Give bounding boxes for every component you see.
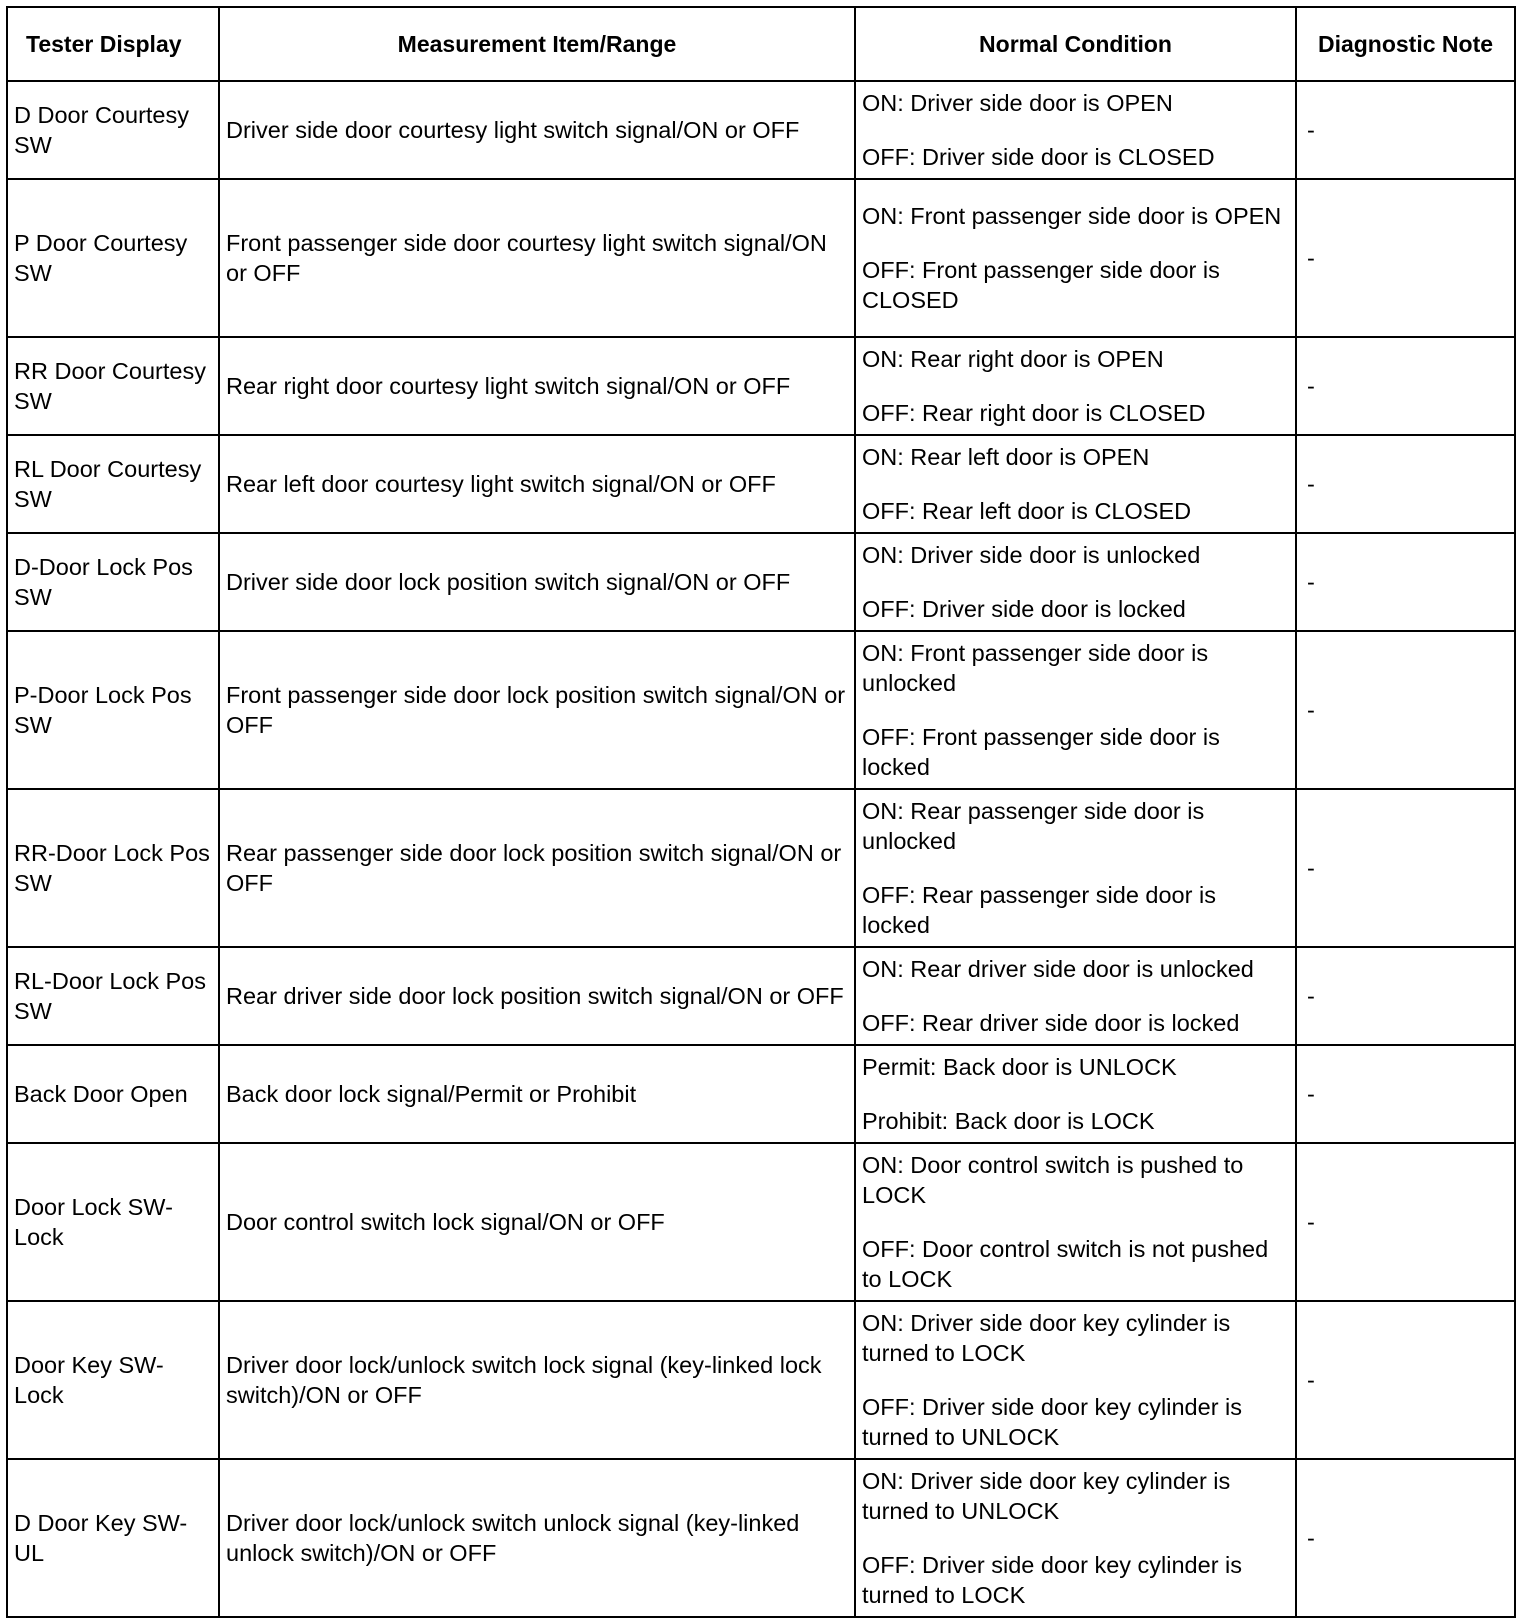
condition-on: ON: Rear left door is OPEN <box>862 444 1150 470</box>
cell-diagnostic-note: - <box>1296 1459 1515 1617</box>
cell-measurement: Door control switch lock signal/ON or OFF <box>219 1143 855 1301</box>
cell-normal-condition <box>855 631 1296 789</box>
cell-diagnostic-note: - <box>1296 1301 1515 1459</box>
cell-diagnostic-note: - <box>1296 1143 1515 1301</box>
condition-on: ON: Driver side door is OPEN <box>862 90 1173 116</box>
cell-tester-display: D-Door Lock Pos SW <box>7 533 219 631</box>
cell-measurement: Rear driver side door lock position switch signal/ON or OFF <box>219 947 855 1045</box>
cell-normal-condition <box>855 435 1296 533</box>
cell-normal-condition <box>855 1459 1296 1617</box>
condition-off: OFF: Driver side door is locked <box>862 596 1186 622</box>
cell-measurement: Rear right door courtesy light switch signal/ON or OFF <box>219 337 855 435</box>
table-row <box>7 947 1515 1045</box>
cell-normal-condition <box>855 1045 1296 1143</box>
cell-normal-condition <box>855 179 1296 337</box>
table-body <box>7 81 1515 1617</box>
condition-on: ON: Door control switch is pushed to LOCK <box>862 1152 1244 1208</box>
cell-tester-display: D Door Courtesy SW <box>7 81 219 179</box>
cell-normal-condition <box>855 337 1296 435</box>
table-row <box>7 337 1515 435</box>
cell-measurement: Front passenger side door courtesy light switch signal/ON or OFF <box>219 179 855 337</box>
table-row <box>7 1045 1515 1143</box>
cell-diagnostic-note: - <box>1296 789 1515 947</box>
cell-tester-display: RR Door Courtesy SW <box>7 337 219 435</box>
header-normal-condition: Normal Condition <box>855 7 1296 81</box>
cell-normal-condition <box>855 81 1296 179</box>
cell-normal-condition <box>855 789 1296 947</box>
cell-tester-display: RL-Door Lock Pos SW <box>7 947 219 1045</box>
cell-measurement: Driver side door courtesy light switch signal/ON or OFF <box>219 81 855 179</box>
condition-off: OFF: Rear passenger side door is locked <box>862 882 1216 938</box>
condition-on: ON: Driver side door key cylinder is turned to UNLOCK <box>862 1468 1231 1524</box>
condition-off: OFF: Rear right door is CLOSED <box>862 400 1206 426</box>
condition-off: OFF: Front passenger side door is CLOSED <box>862 257 1220 313</box>
cell-diagnostic-note: - <box>1296 1045 1515 1143</box>
condition-off: OFF: Front passenger side door is locked <box>862 724 1220 780</box>
condition-on: Permit: Back door is UNLOCK <box>862 1054 1177 1080</box>
condition-off: OFF: Rear left door is CLOSED <box>862 498 1192 524</box>
condition-on: ON: Front passenger side door is OPEN <box>862 203 1282 229</box>
cell-diagnostic-note: - <box>1296 81 1515 179</box>
cell-measurement: Driver door lock/unlock switch unlock signal (key-linked unlock switch)/ON or OFF <box>219 1459 855 1617</box>
condition-on: ON: Driver side door is unlocked <box>862 542 1201 568</box>
cell-measurement: Back door lock signal/Permit or Prohibit <box>219 1045 855 1143</box>
cell-diagnostic-note: - <box>1296 947 1515 1045</box>
condition-off: OFF: Driver side door key cylinder is turned to LOCK <box>862 1552 1243 1608</box>
table-row <box>7 631 1515 789</box>
cell-tester-display: Door Lock SW-Lock <box>7 1143 219 1301</box>
cell-measurement: Front passenger side door lock position switch signal/ON or OFF <box>219 631 855 789</box>
cell-normal-condition <box>855 1143 1296 1301</box>
table-row <box>7 1143 1515 1301</box>
cell-tester-display: Back Door Open <box>7 1045 219 1143</box>
condition-off: Prohibit: Back door is LOCK <box>862 1108 1155 1134</box>
table-row <box>7 179 1515 337</box>
data-list-table <box>6 6 1516 1618</box>
table-row <box>7 81 1515 179</box>
table-header-row <box>7 7 1515 81</box>
table-row <box>7 533 1515 631</box>
condition-off: OFF: Rear driver side door is locked <box>862 1010 1240 1036</box>
cell-measurement: Driver door lock/unlock switch lock signal (key-linked lock switch)/ON or OFF <box>219 1301 855 1459</box>
condition-on: ON: Rear driver side door is unlocked <box>862 956 1254 982</box>
condition-off: OFF: Driver side door key cylinder is turned to UNLOCK <box>862 1394 1243 1450</box>
condition-on: ON: Rear right door is OPEN <box>862 346 1164 372</box>
condition-on: ON: Driver side door key cylinder is turned to LOCK <box>862 1310 1231 1366</box>
table-row <box>7 1301 1515 1459</box>
cell-normal-condition <box>855 947 1296 1045</box>
cell-measurement: Rear left door courtesy light switch signal/ON or OFF <box>219 435 855 533</box>
cell-diagnostic-note: - <box>1296 631 1515 789</box>
cell-tester-display: RR-Door Lock Pos SW <box>7 789 219 947</box>
header-measurement: Measurement Item/Range <box>219 7 855 81</box>
cell-diagnostic-note: - <box>1296 435 1515 533</box>
header-tester-display: Tester Display <box>7 7 219 81</box>
cell-tester-display: Door Key SW-Lock <box>7 1301 219 1459</box>
condition-off: OFF: Door control switch is not pushed to LOCK <box>862 1236 1269 1292</box>
cell-tester-display: P Door Courtesy SW <box>7 179 219 337</box>
table-row <box>7 1459 1515 1617</box>
table-row <box>7 789 1515 947</box>
cell-tester-display: RL Door Courtesy SW <box>7 435 219 533</box>
cell-tester-display: P-Door Lock Pos SW <box>7 631 219 789</box>
cell-diagnostic-note: - <box>1296 337 1515 435</box>
header-diagnostic-note: Diagnostic Note <box>1296 7 1515 81</box>
condition-on: ON: Front passenger side door is unlocked <box>862 640 1209 696</box>
cell-tester-display: D Door Key SW-UL <box>7 1459 219 1617</box>
cell-normal-condition <box>855 533 1296 631</box>
condition-on: ON: Rear passenger side door is unlocked <box>862 798 1205 854</box>
cell-diagnostic-note: - <box>1296 533 1515 631</box>
cell-measurement: Driver side door lock position switch signal/ON or OFF <box>219 533 855 631</box>
condition-off: OFF: Driver side door is CLOSED <box>862 144 1215 170</box>
cell-normal-condition <box>855 1301 1296 1459</box>
table-row <box>7 435 1515 533</box>
cell-diagnostic-note: - <box>1296 179 1515 337</box>
cell-measurement: Rear passenger side door lock position switch signal/ON or OFF <box>219 789 855 947</box>
